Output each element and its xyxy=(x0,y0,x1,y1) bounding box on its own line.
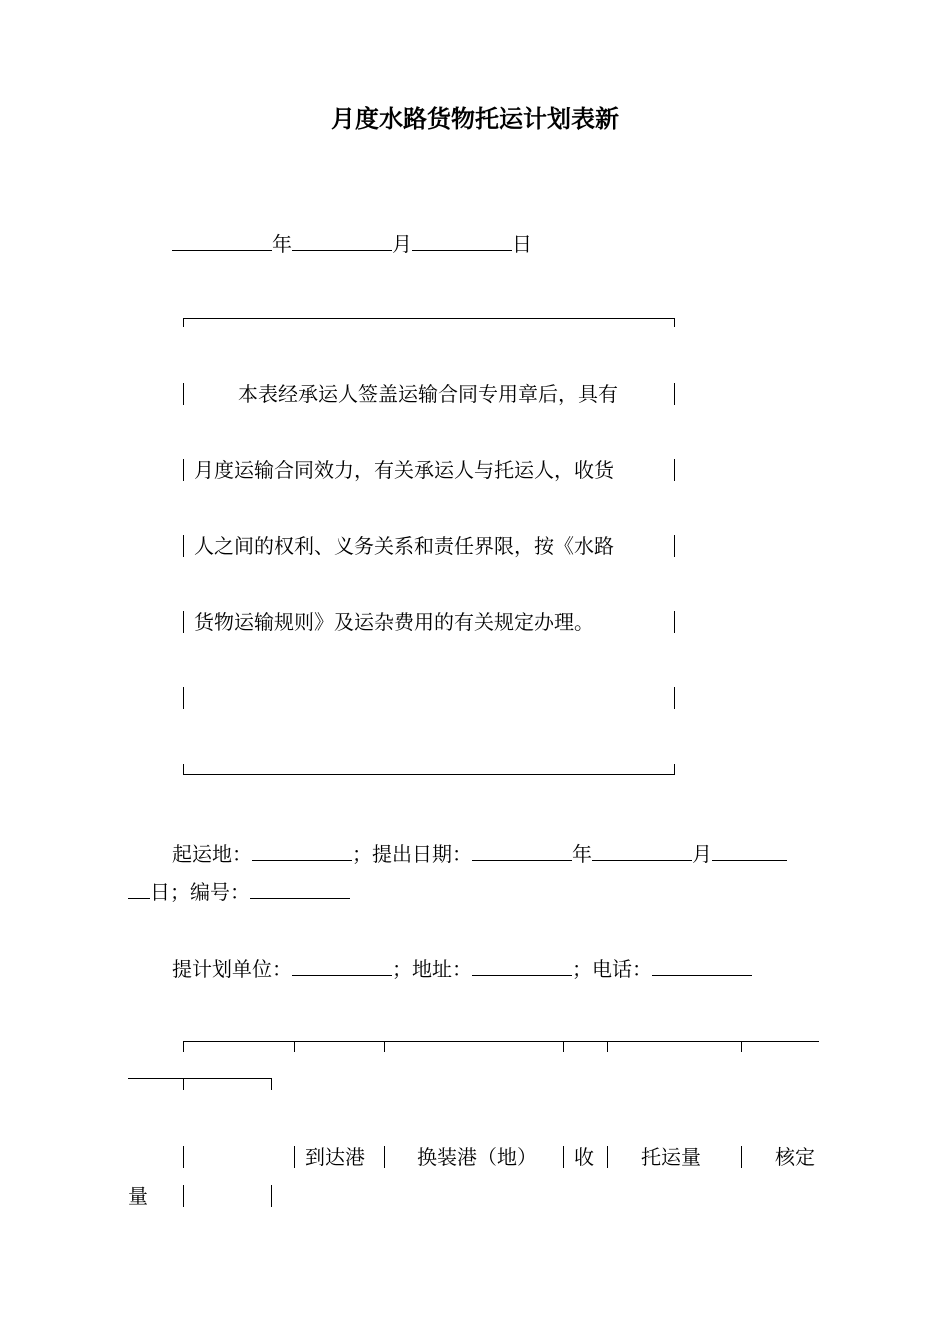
notice-line-4: 货物运输规则》及运杂费用的有关规定办理。 xyxy=(194,610,594,634)
year-label: 年 xyxy=(272,232,292,256)
origin-blank[interactable] xyxy=(252,840,352,861)
notice-left-bar xyxy=(183,687,184,709)
origin-label: 起运地： xyxy=(172,842,252,866)
notice-bottom-border xyxy=(183,774,675,775)
notice-left-bar xyxy=(183,459,184,481)
unit-blank[interactable] xyxy=(292,955,392,976)
submit-month-label: 月 xyxy=(692,842,712,866)
notice-left-bar xyxy=(183,535,184,557)
separator: ； xyxy=(392,957,412,981)
address-label: 地址： xyxy=(412,957,472,981)
day-blank[interactable] xyxy=(412,230,512,251)
info-line-number xyxy=(128,878,350,904)
submit-day-blank-cont[interactable] xyxy=(128,878,150,899)
day-label: 日 xyxy=(512,232,532,256)
notice-top-border xyxy=(183,318,675,319)
separator: ； xyxy=(572,957,592,981)
submit-date-label: 提出日期： xyxy=(372,842,472,866)
month-label: 月 xyxy=(392,232,412,256)
col-receive: 收 xyxy=(574,1145,594,1169)
col-transfer-port: 换装港（地） xyxy=(417,1145,537,1169)
notice-left-bar xyxy=(183,611,184,633)
submit-month-blank[interactable] xyxy=(592,840,692,861)
col-arrival-port: 到达港 xyxy=(305,1145,365,1169)
notice-right-bar xyxy=(674,383,675,405)
notice-line-1: 本表经承运人签盖运输合同专用章后，具有 xyxy=(238,382,618,406)
submit-year-label: 年 xyxy=(572,842,592,866)
phone-label: 电话： xyxy=(592,957,652,981)
unit-label: 提计划单位： xyxy=(172,957,292,981)
phone-blank[interactable] xyxy=(652,955,752,976)
notice-right-bar xyxy=(674,611,675,633)
submit-day-label: 日； xyxy=(150,880,190,904)
notice-line-3: 人之间的权利、义务关系和责任界限，按《水路 xyxy=(194,534,614,558)
notice-right-bar xyxy=(674,687,675,709)
year-blank[interactable] xyxy=(172,230,272,251)
info-line-origin xyxy=(172,840,787,866)
notice-line-2: 月度运输合同效力，有关承运人与托运人，收货 xyxy=(194,458,614,482)
col-approved: 核定 xyxy=(775,1145,815,1169)
info-line-unit xyxy=(172,955,752,981)
notice-corner-tl xyxy=(183,318,184,327)
date-line xyxy=(172,230,532,256)
page-title: 月度水路货物托运计划表新 xyxy=(331,105,619,133)
month-blank[interactable] xyxy=(292,230,392,251)
address-blank[interactable] xyxy=(472,955,572,976)
submit-year-blank[interactable] xyxy=(472,840,572,861)
notice-right-bar xyxy=(674,459,675,481)
col-approved-cont: 量 xyxy=(128,1184,148,1208)
number-blank[interactable] xyxy=(250,878,350,899)
separator: ； xyxy=(352,842,372,866)
notice-corner-tr xyxy=(674,318,675,327)
notice-left-bar xyxy=(183,383,184,405)
notice-right-bar xyxy=(674,535,675,557)
col-volume: 托运量 xyxy=(641,1145,701,1169)
number-label: 编号： xyxy=(190,880,250,904)
submit-day-blank[interactable] xyxy=(712,840,787,861)
